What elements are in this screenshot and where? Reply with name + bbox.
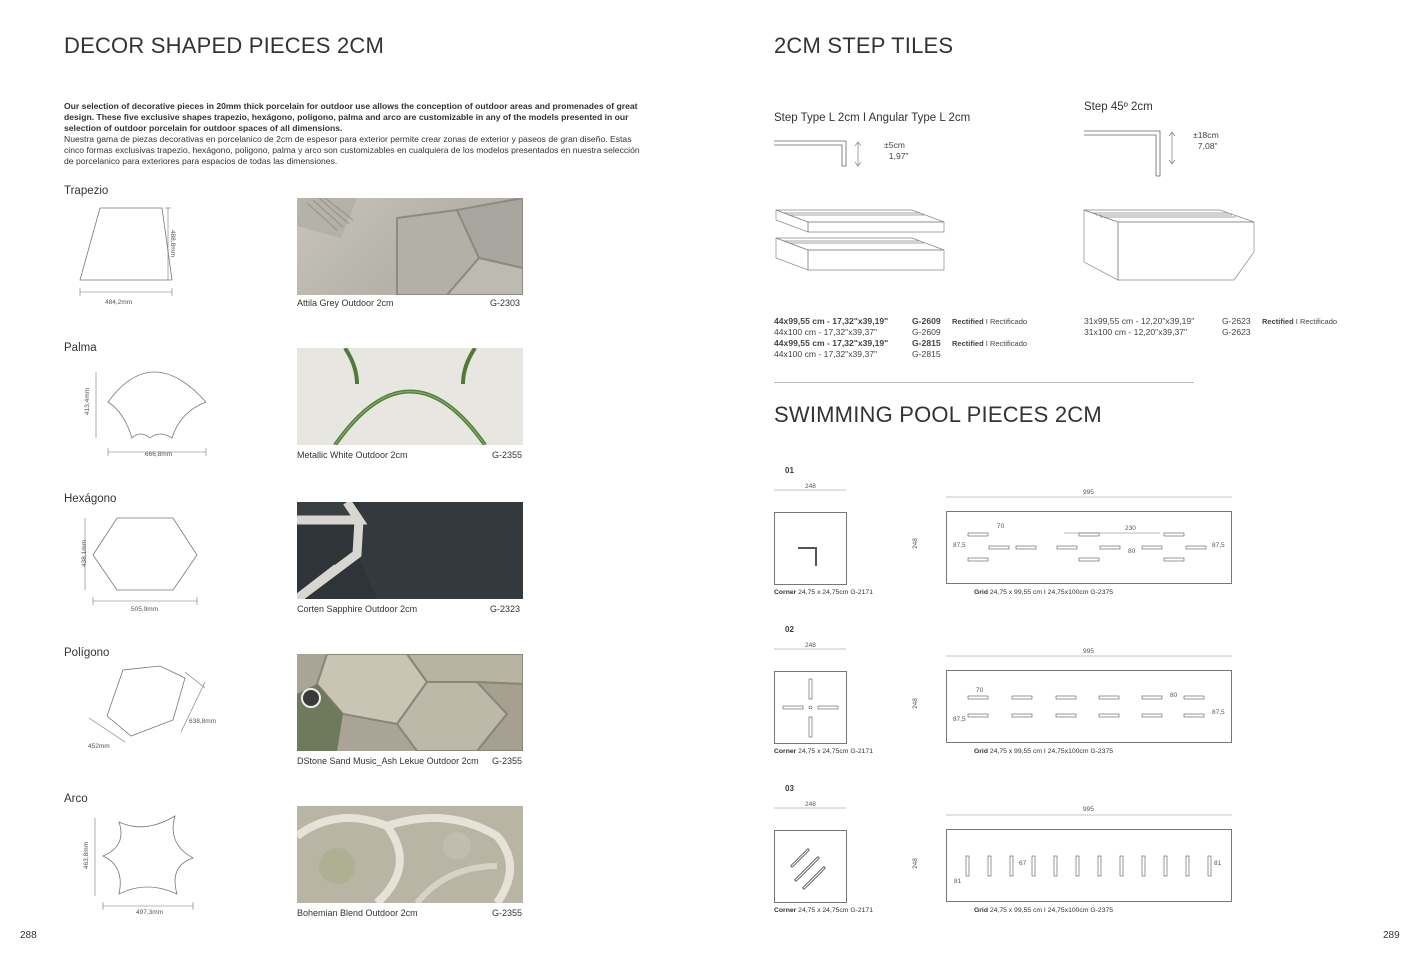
grid-drawing-01 xyxy=(911,495,1234,587)
step-45-specs xyxy=(1084,316,1384,338)
arco-drawing xyxy=(85,810,215,910)
corner-width-03: 248 xyxy=(805,801,816,808)
product-name-0: Attila Grey Outdoor 2cm xyxy=(297,298,394,308)
product-name-2: Corten Sapphire Outdoor 2cm xyxy=(297,604,418,614)
spec-note-bold: Rectified xyxy=(1262,317,1294,326)
spec-size: 44x99,55 cm - 17,32"x39,19" xyxy=(774,316,889,326)
spec-code: G-2609 xyxy=(912,316,941,326)
grid-height-01: 248 xyxy=(911,538,919,549)
spec-note-bold: Rectified xyxy=(952,317,984,326)
step-45-3d xyxy=(1084,192,1264,292)
grid-caption-03 xyxy=(974,907,1113,914)
trapezio-width: 484,2mm xyxy=(105,299,133,306)
spec-size: 44x100 cm - 17,32"x39,37" xyxy=(774,349,878,359)
step-45-title: Step 45º 2cm xyxy=(1084,101,1153,113)
product-code-2: G-2323 xyxy=(490,604,521,614)
product-code-0: G-2303 xyxy=(490,298,521,308)
shape-label-poligono: Polígono xyxy=(64,647,110,659)
intro-english: Our selection of decorative pieces in 20mm thick porcelain for outdoor use allows the conception of outdoor areas and promenades of great design. These five exclusive shapes trapezio, hexágono, polígono, palma and arco are customizable in any of the models presented in our selection of outdoor porcelain for outdoor spaces of all dimensions. xyxy=(64,101,638,133)
spec-row xyxy=(1084,327,1384,338)
grid-width-03: 995 xyxy=(1083,806,1094,813)
spec-code: G-2623 xyxy=(1222,327,1251,337)
corner-caption-02 xyxy=(774,748,873,755)
spec-note: I Rectificado xyxy=(983,339,1028,348)
dim-label: 80 xyxy=(1170,692,1178,699)
shape-label-arco: Arco xyxy=(64,793,88,805)
spec-size: 31x100 cm - 12,20"x39,37" xyxy=(1084,327,1188,337)
product-code-3: G-2355 xyxy=(492,756,523,766)
step-l-title: Step Type L 2cm I Angular Type L 2cm xyxy=(774,112,971,124)
corner-width-01: 248 xyxy=(805,483,816,490)
product-name-1: Metallic White Outdoor 2cm xyxy=(297,450,408,460)
grid-height-03: 248 xyxy=(911,858,919,869)
step-l-dim1: 5cm xyxy=(888,140,905,150)
hexagono-height: 438,1mm xyxy=(81,539,89,568)
dim-label: 80 xyxy=(1128,548,1136,555)
shape-label-hexagono: Hexágono xyxy=(64,493,117,505)
corner-label: Corner xyxy=(774,907,797,914)
grid-spec: 24,75 x 99,55 cm I 24,75x100cm G-2375 xyxy=(987,748,1114,755)
grid-label: Grid xyxy=(974,748,988,755)
step-45-profile xyxy=(1084,128,1184,180)
grid-caption-01 xyxy=(974,589,1113,596)
spec-size: 44x99,55 cm - 17,32"x39,19" xyxy=(774,338,889,348)
spec-code: G-2623 xyxy=(1222,316,1251,326)
pool-number-03: 03 xyxy=(785,784,794,793)
grid-label: Grid xyxy=(974,589,988,596)
dim-label: 87,5 xyxy=(1212,709,1225,716)
swatch-dstone-sand xyxy=(297,654,523,751)
corner-label: Corner xyxy=(774,589,797,596)
spec-note: I Rectificado xyxy=(983,317,1028,326)
shape-label-trapezio: Trapezio xyxy=(64,185,109,197)
swatch-attila-grey xyxy=(297,198,523,295)
spec-code: G-2815 xyxy=(912,338,941,348)
step-45-dim1: 18cm xyxy=(1197,130,1219,140)
step-l-dim2: 1,97" xyxy=(888,151,909,161)
step-l-profile xyxy=(774,138,894,178)
step-tiles-title: 2CM STEP TILES xyxy=(774,33,954,58)
page-number-left: 288 xyxy=(20,930,37,941)
step-l-specs xyxy=(774,316,1104,360)
grid-caption-02 xyxy=(974,748,1113,755)
corner-spec: 24,75 x 24,75cm G-2171 xyxy=(796,907,873,914)
dim-label: 67 xyxy=(1019,860,1027,867)
dim-label: 70 xyxy=(976,687,984,694)
product-code-1: G-2355 xyxy=(492,450,523,460)
spec-code: G-2609 xyxy=(912,327,941,337)
swatch-corten-sapphire xyxy=(297,502,523,599)
dim-label: 87,5 xyxy=(953,542,966,549)
dim-label: 70 xyxy=(997,523,1005,530)
spec-row xyxy=(774,349,1104,360)
palma-drawing xyxy=(80,360,220,460)
grid-height-02: 248 xyxy=(911,698,919,709)
grid-spec: 24,75 x 99,55 cm I 24,75x100cm G-2375 xyxy=(987,907,1114,914)
grid-drawing-02 xyxy=(911,654,1234,746)
spec-size: 31x99,55 cm - 12,20"x39,19" xyxy=(1084,316,1195,326)
trapezio-height: 488,8mm xyxy=(169,229,177,258)
grid-spec: 24,75 x 99,55 cm I 24,75x100cm G-2375 xyxy=(987,589,1114,596)
corner-spec: 24,75 x 24,75cm G-2171 xyxy=(796,589,873,596)
spec-row xyxy=(774,327,1104,338)
section-divider xyxy=(774,382,1194,383)
dim-label: 230 xyxy=(1125,525,1136,532)
dim-label: 81 xyxy=(954,878,962,885)
spec-size: 44x100 cm - 17,32"x39,37" xyxy=(774,327,878,337)
corner-width-02: 248 xyxy=(805,642,816,649)
poligono-width: 452mm xyxy=(88,743,110,750)
palma-height: 413,4mm xyxy=(84,387,92,416)
spec-row xyxy=(774,338,1104,349)
poligono-height: 638,8mm xyxy=(189,718,217,725)
grid-drawing-03 xyxy=(911,813,1234,905)
grid-width-01: 995 xyxy=(1083,489,1094,496)
corner-spec: 24,75 x 24,75cm G-2171 xyxy=(796,748,873,755)
product-name-4: Bohemian Blend Outdoor 2cm xyxy=(297,908,418,918)
pool-title: SWIMMING POOL PIECES 2CM xyxy=(774,402,1102,427)
dim-label: 81 xyxy=(1214,860,1222,867)
spec-note: I Rectificado xyxy=(1293,317,1338,326)
hexagono-drawing xyxy=(85,510,205,610)
corner-drawing-01 xyxy=(774,488,848,586)
grid-width-02: 995 xyxy=(1083,648,1094,655)
step-45-dim2: 7,08" xyxy=(1197,141,1218,151)
intro-spanish: Nuestra gama de piezas decorativas en porcelanico de 2cm de espesor para exterior permite crear zonas de exterior y paseos de gran diseño. Estas cinco formas exclusivas trapezio, hexágono, poligono, palma y arco son customizables en cualquiera de los modelos presentados en nuestra selección de porcelanico para exteriores para espacios de todas las dimensiones. xyxy=(64,134,640,166)
corner-drawing-03 xyxy=(774,806,848,904)
product-name-3: DStone Sand Music_Ash Lekue Outdoor 2cm xyxy=(297,756,479,766)
corner-label: Corner xyxy=(774,748,797,755)
grid-label: Grid xyxy=(974,907,988,914)
palma-width: 666,8mm xyxy=(145,451,173,458)
swatch-metallic-white xyxy=(297,348,523,445)
step-45-dims: ±18cm 7,08" xyxy=(1193,130,1219,151)
corner-caption-03 xyxy=(774,907,873,914)
step-l-dims: ±5cm 1,97" xyxy=(884,140,909,161)
corner-caption-01 xyxy=(774,589,873,596)
arco-height: 463,8mm xyxy=(83,841,91,870)
spec-code: G-2815 xyxy=(912,349,941,359)
step-l-3d xyxy=(774,192,954,292)
page-number-right: 289 xyxy=(1383,930,1400,941)
pool-number-01: 01 xyxy=(785,466,794,475)
intro-text xyxy=(64,101,646,167)
hexagono-width: 505,9mm xyxy=(131,606,159,613)
dim-label: 87,5 xyxy=(953,716,966,723)
arco-width: 497,3mm xyxy=(136,909,164,916)
spec-row xyxy=(1084,316,1384,327)
pool-number-02: 02 xyxy=(785,625,794,634)
swatch-bohemian-blend xyxy=(297,806,523,903)
product-code-4: G-2355 xyxy=(492,908,523,918)
dim-label: 87,5 xyxy=(1212,542,1225,549)
shape-label-palma: Palma xyxy=(64,342,97,354)
left-page-title: DECOR SHAPED PIECES 2CM xyxy=(64,33,385,58)
corner-drawing-02 xyxy=(774,647,848,745)
spec-note-bold: Rectified xyxy=(952,339,984,348)
spec-row xyxy=(774,316,1104,327)
